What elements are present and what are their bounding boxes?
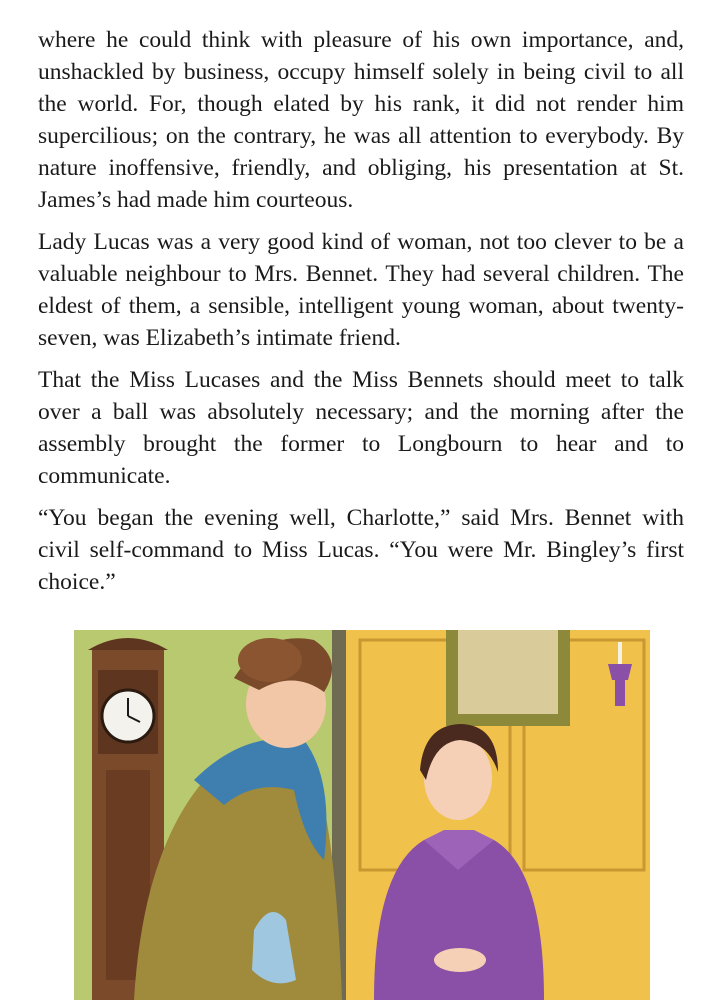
paragraph: Lady Lucas was a very good kind of woman, not too clever to be a valuable neighbour to Mrs. Bennet. They had several children. The eldest of them, a sensible, intelligent young woman, about twenty-seven, was Elizabeth’s intimate friend. — [38, 229, 684, 351]
illustration-drawing — [74, 630, 650, 1000]
girl-hands — [434, 948, 486, 972]
paragraph: where he could think with pleasure of his own importance, and, unshackled by business, occupy himself solely in being civil to all the world. For, though elated by his rank, it did not render him supercilious; on the contrary, he was all attention to everybody. By nature inoffensive, friendly, and obliging, his presentation at St. James’s had made him courteous. — [38, 27, 684, 213]
mirror-glass — [458, 630, 558, 714]
sconce-arm — [615, 680, 625, 706]
candle — [618, 642, 622, 664]
page-text — [38, 24, 684, 608]
illustration — [74, 630, 650, 1000]
paragraph: That the Miss Lucases and the Miss Bennets should meet to talk over a ball was absolutely necessary; and the morning after the assembly brought the former to Longbourn to hear and to communicate. — [38, 367, 684, 489]
hair-bun — [238, 638, 302, 682]
paragraph: “You began the evening well, Charlotte,” said Mrs. Bennet with civil self-command to Miss Lucas. “You were Mr. Bingley’s first choice.” — [38, 505, 684, 595]
sconce — [608, 664, 632, 680]
